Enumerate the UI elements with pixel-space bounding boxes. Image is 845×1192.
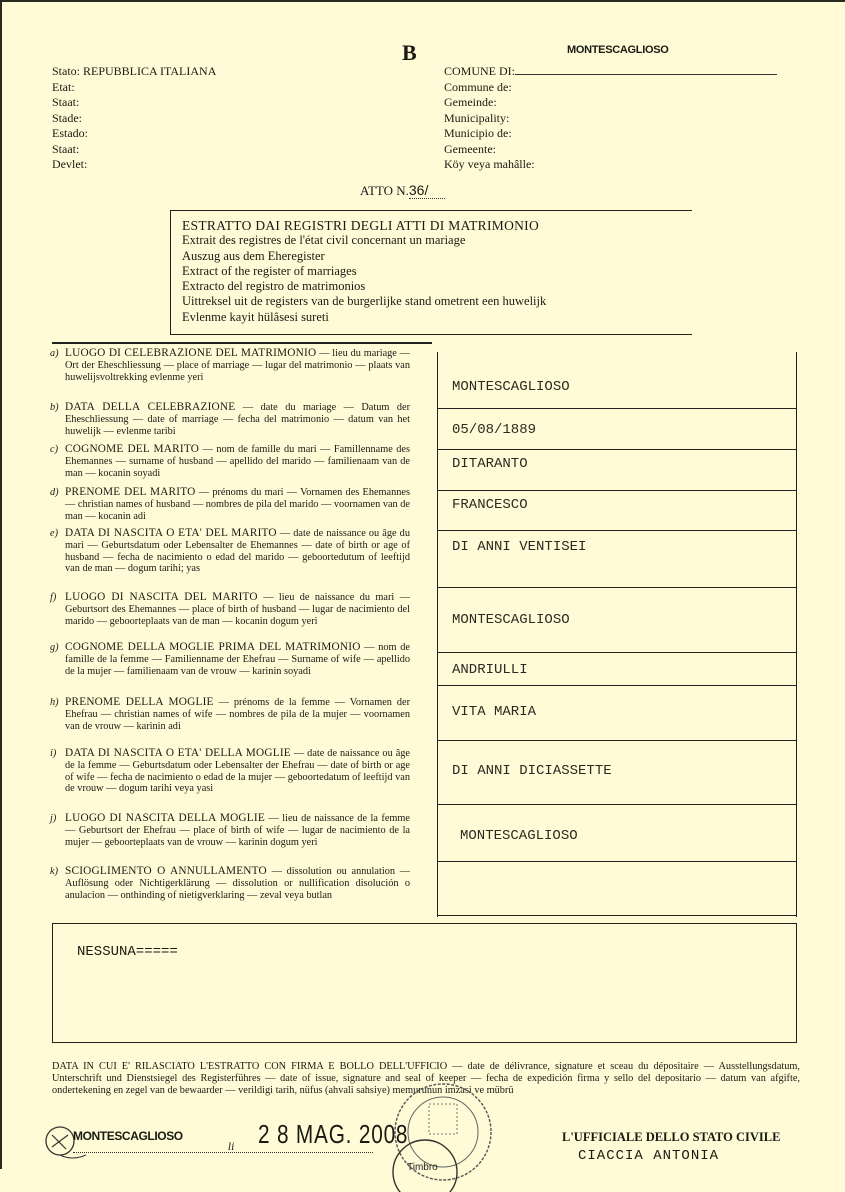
comune-label: Gemeente:	[444, 141, 496, 156]
field-label-h: h) PRENOME DELLA MOGLIE — prénoms de la femme — Vornamen der Ehefrau — christian names of wife — nombres de pila de la mujer — voornamen van de vrouw — karinin adi	[50, 696, 411, 732]
place-date-line	[73, 1152, 373, 1153]
row-divider	[438, 740, 796, 741]
field-label-a: a) LUOGO DI CELEBRAZIONE DEL MATRIMONIO — lieu du mariage — Ort der Eheschliessung — place of marriage — lugar del matrimonio — plaats van huwelijsvoltrekking evlenme yeri	[50, 347, 410, 383]
row-divider	[438, 915, 796, 916]
value-husband-birthplace: MONTESCAGLIOSO	[452, 612, 570, 628]
state-label: Devlet:	[52, 157, 88, 171]
officer-title: L'UFFICIALE DELLO STATO CIVILE	[562, 1130, 781, 1144]
value-husband-surname: DITARANTO	[452, 456, 528, 472]
state-labels	[52, 64, 216, 173]
title-line: Auszug aus dem Eheregister	[182, 248, 325, 263]
state-label: Estado:	[52, 126, 88, 140]
value-wife-surname: ANDRIULLI	[452, 662, 528, 678]
atto-number-line	[360, 182, 445, 199]
row-divider	[438, 652, 796, 653]
annotation-box	[52, 923, 797, 1043]
value-husband-name: FRANCESCO	[452, 497, 528, 513]
comune-label: Municipio de:	[444, 126, 512, 140]
row-divider	[438, 587, 796, 588]
title-line: Evlenme kayit hülâsesi sureti	[182, 309, 329, 324]
comune-label: COMUNE DI:	[444, 64, 515, 78]
value-husband-age: DI ANNI VENTISEI	[452, 539, 587, 555]
state-label: Staat:	[52, 141, 80, 156]
value-date-of-marriage: 05/08/1889	[452, 422, 537, 438]
issue-date-stamp: 2 8 MAG. 2008	[258, 1119, 409, 1149]
annotation-text: NESSUNA=====	[77, 944, 178, 960]
seal-label: Timbro	[407, 1162, 438, 1173]
field-label-f: f) LUOGO DI NASCITA DEL MARITO — lieu de naissance du mari — Geburtsort des Ehemannes — place of birth of husband — lugar de nacimiento del marido — geboorteplaats van de man — kocanin dogum yeri	[50, 591, 410, 627]
row-divider	[438, 861, 796, 862]
officer-name: CIACCIA ANTONIA	[578, 1148, 720, 1164]
page-left-edge	[0, 0, 2, 1169]
comune-label: Municipality:	[444, 110, 510, 125]
field-label-g: g) COGNOME DELLA MOGLIE PRIMA DEL MATRIMONIO — nom de famille de la femme — Familienname der Ehefrau — Surname of wife — apellido de la mujer — familienaam van de vrouw — karinin soyadi	[50, 641, 410, 677]
page-top-edge	[0, 0, 845, 2]
state-label: Etat:	[52, 79, 75, 94]
state-label: Stato: REPUBBLICA ITALIANA	[52, 64, 217, 78]
field-label-d: d) PRENOME DEL MARITO — prénoms du mari — Vornamen des Ehemannes — christian names of husband — nombres de pila del marido — voornamen van de man — kocanin adi	[50, 486, 411, 522]
state-label: Stade:	[52, 110, 82, 125]
comune-label: Gemeinde:	[444, 95, 497, 109]
section-divider	[52, 342, 432, 344]
row-divider	[438, 490, 796, 491]
title-line: Extracto del registro de matrimonios	[182, 279, 366, 294]
extract-title-box	[170, 210, 692, 335]
field-label-e: e) DATA DI NASCITA O ETA' DEL MARITO — date de naissance ou âge du mari — Geburtsdatum oder Lebensalter de Ehemannes — date of birth or age of husband — fecha de nacimiento o edad del marido — geboortedutum of leeftijd van de man — dogum tarihi; yas	[50, 527, 410, 575]
title-line: ESTRATTO DAI REGISTRI DEGLI ATTI DI MATRIMONIO	[182, 218, 540, 233]
field-label-j: j) LUOGO DI NASCITA DELLA MOGLIE — lieu de naissance de la femme — Geburtsort der Ehefrau — place of birth of wife — lugar de nacimiento de la mujer — geboorteplaats van de vrouw — karinin dogum yeri	[50, 812, 411, 848]
row-divider	[438, 530, 796, 531]
row-divider	[438, 685, 796, 686]
value-wife-name: VITA MARIA	[452, 704, 537, 720]
issue-place: MONTESCAGLIOSO	[73, 1129, 183, 1143]
value-place-of-marriage: MONTESCAGLIOSO	[452, 379, 570, 395]
form-letter: B	[402, 40, 417, 65]
field-label-c: c) COGNOME DEL MARITO — nom de famille du mari — Famillenname des Ehemannes — surname of husband — apellido del marido — familienaam van de man — kocanin soyadi	[50, 443, 410, 479]
atto-label: ATTO N.	[360, 183, 409, 198]
field-label-b: b) DATA DELLA CELEBRAZIONE — date du mariage — Datum der Eheschliessung — date of marriage — fecha del matrimonio — datum van het huwelijk — evlenme taribi	[50, 401, 410, 437]
field-label-i: i) DATA DI NASCITA O ETA' DELLA MOGLIE — date de naissance ou âge de la femme — Geburtsdatum oder Lebensalter der Ehefrau — date of birth or age of wife — fecha de nacimiento o edad de la mujer — geboortedatum of leeftijd van de vrouw — dogum tarihi veya yasi	[50, 747, 410, 795]
delivery-statement: DATA IN CUI E' RILASCIATO L'ESTRATTO CON FIRMA E BOLLO DELL'UFFICIO — date de délivrance, signature et sceau du dépositaire — Ausstellungsdatum, Unterschrift und Dienstsiegel des Registerführes — date of issue, signature and seal of keeper — fecha de expedición firma y sello del depositario — datum van afgifte, ondertekening en zegel van de bewaarder — verildigi tarih, nüfus (ahvali sahsiye) memurunun imzasi ve mübrü	[52, 1061, 800, 1097]
field-label-k: k) SCIOGLIMENTO O ANNULLAMENTO — dissolution ou annulation — Auflösung oder Nichtigerklärung — dissolution or nullification disolución o anulacion — onthinding of nietigverklaring — zeval veya butlan	[50, 865, 410, 901]
row-divider	[438, 449, 796, 450]
comune-labels	[444, 64, 777, 173]
li-mark: li	[228, 1142, 235, 1153]
stamped-town: MONTESCAGLIOSO	[567, 44, 669, 56]
title-line: Uittreksel uit de registers van de burgerlijke stand ometrent een huwelijk	[182, 294, 547, 309]
comune-label: Commune de:	[444, 79, 512, 94]
title-line: Extract of the register of marriages	[182, 263, 357, 278]
title-line: Extrait des registres de l'état civil concernant un mariage	[182, 233, 466, 248]
value-wife-birthplace: MONTESCAGLIOSO	[460, 828, 578, 844]
state-label: Staat:	[52, 95, 80, 109]
comune-label: Köy veya mahâlle:	[444, 157, 535, 171]
row-divider	[438, 408, 796, 409]
comune-fill-line	[515, 64, 777, 75]
atto-number: 36/	[409, 182, 445, 199]
office-seal-icon	[385, 1082, 495, 1192]
field-values-column	[437, 352, 797, 917]
value-wife-age: DI ANNI DICIASSETTE	[452, 763, 612, 779]
row-divider	[438, 804, 796, 805]
